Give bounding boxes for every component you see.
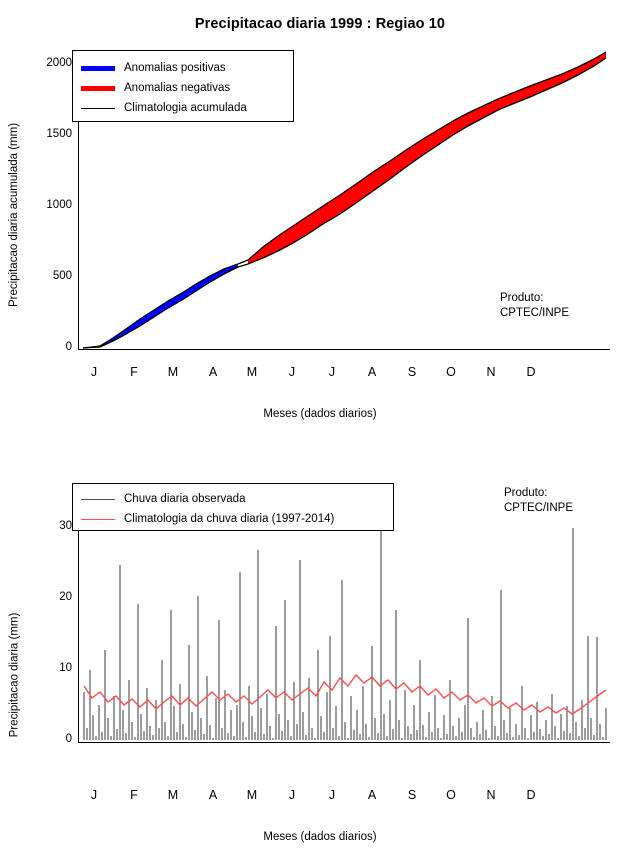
bottom-y-axis-label-text: Precipitacao diaria (mm): [8, 612, 20, 738]
top-month-label-mar: M: [167, 365, 179, 379]
top-month-label-may: M: [246, 365, 258, 379]
legend-key-black: [81, 108, 115, 109]
bottom-ytick-label-30: 30: [59, 520, 72, 532]
top-produto-line1: Produto:: [500, 292, 544, 304]
legend-label-anomalias-negativas: Anomalias negativas: [124, 82, 231, 94]
bottom-ytick-label-10: 10: [59, 662, 72, 674]
top-month-label-jul: J: [328, 365, 336, 379]
top-ytick-label-0: 0: [65, 341, 72, 353]
bottom-month-label-dec: D: [526, 788, 536, 802]
bottom-month-label-feb: F: [130, 788, 138, 802]
bottom-x-axis-label: Meses (dados diarios): [263, 831, 377, 843]
top-y-axis-label: [4, 100, 24, 330]
bottom-ytick-label-20: 20: [59, 591, 72, 603]
legend-key-red-thin: [81, 519, 115, 520]
bottom-ytick-label-0: 0: [65, 733, 72, 745]
legend-label-chuva-diaria-observada: Chuva diaria observada: [124, 493, 246, 505]
top-month-label-jun: J: [288, 365, 296, 379]
top-y-axis-label-text: Precipitacao diaria acumulada (mm): [8, 122, 21, 308]
top-legend: [72, 50, 294, 122]
legend-key-red: [81, 86, 115, 91]
bottom-month-label-sep: S: [407, 788, 417, 802]
top-month-label-dec: D: [526, 365, 536, 379]
bottom-y-axis-label: [4, 560, 24, 790]
top-month-label-oct: O: [446, 365, 456, 379]
anomalias-positivas-area: [100, 264, 238, 347]
anomalias-negativas-area: [248, 52, 606, 264]
bottom-month-label-may: M: [246, 788, 258, 802]
bottom-chart-svg: [78, 500, 610, 780]
bottom-month-label-oct: O: [446, 788, 456, 802]
top-month-label-feb: F: [130, 365, 138, 379]
top-ytick-label-500: 500: [52, 270, 72, 282]
legend-key-blue: [81, 66, 115, 71]
top-x-axis-label: Meses (dados diarios): [263, 408, 377, 420]
bottom-legend: [72, 483, 394, 531]
bottom-month-label-jan: J: [90, 788, 98, 802]
top-month-label-aug: A: [367, 365, 377, 379]
top-ytick-label-1500: 1500: [46, 128, 72, 140]
top-month-label-jan: J: [90, 365, 98, 379]
top-produto-block: [500, 291, 569, 321]
top-ytick-label-1000: 1000: [46, 199, 72, 211]
bottom-produto-block: [504, 486, 573, 516]
bottom-month-label-jul: J: [328, 788, 336, 802]
bottom-month-label-aug: A: [367, 788, 377, 802]
legend-label-climatologia-chuva-diaria: Climatologia da chuva diaria (1997-2014): [124, 513, 335, 525]
bottom-month-label-mar: M: [167, 788, 179, 802]
legend-item-chuva-diaria-observada: [81, 489, 385, 509]
bottom-produto-line2: CPTEC/INPE: [504, 502, 574, 514]
legend-item-climatologia-chuva-diaria: [81, 509, 385, 529]
legend-item-climatologia-acumulada: [81, 98, 285, 118]
legend-key-gray: [81, 499, 115, 500]
bottom-month-label-jun: J: [288, 788, 296, 802]
top-month-label-sep: S: [407, 365, 417, 379]
legend-item-anomalias-negativas: [81, 78, 285, 98]
legend-label-climatologia-acumulada: Climatologia acumulada: [124, 102, 247, 114]
top-month-label-apr: A: [208, 365, 218, 379]
legend-label-anomalias-positivas: Anomalias positivas: [124, 62, 226, 74]
bottom-plot-area: [78, 500, 610, 780]
top-produto-line2: CPTEC/INPE: [500, 307, 570, 319]
bottom-month-label-apr: A: [208, 788, 218, 802]
legend-item-anomalias-positivas: [81, 58, 285, 78]
top-ytick-label-2000: 2000: [46, 57, 72, 69]
page-title: Precipitacao diaria 1999 : Regiao 10: [194, 16, 446, 32]
bottom-produto-line1: Produto:: [504, 487, 548, 499]
bottom-month-label-nov: N: [486, 788, 496, 802]
top-month-label-nov: N: [486, 365, 496, 379]
